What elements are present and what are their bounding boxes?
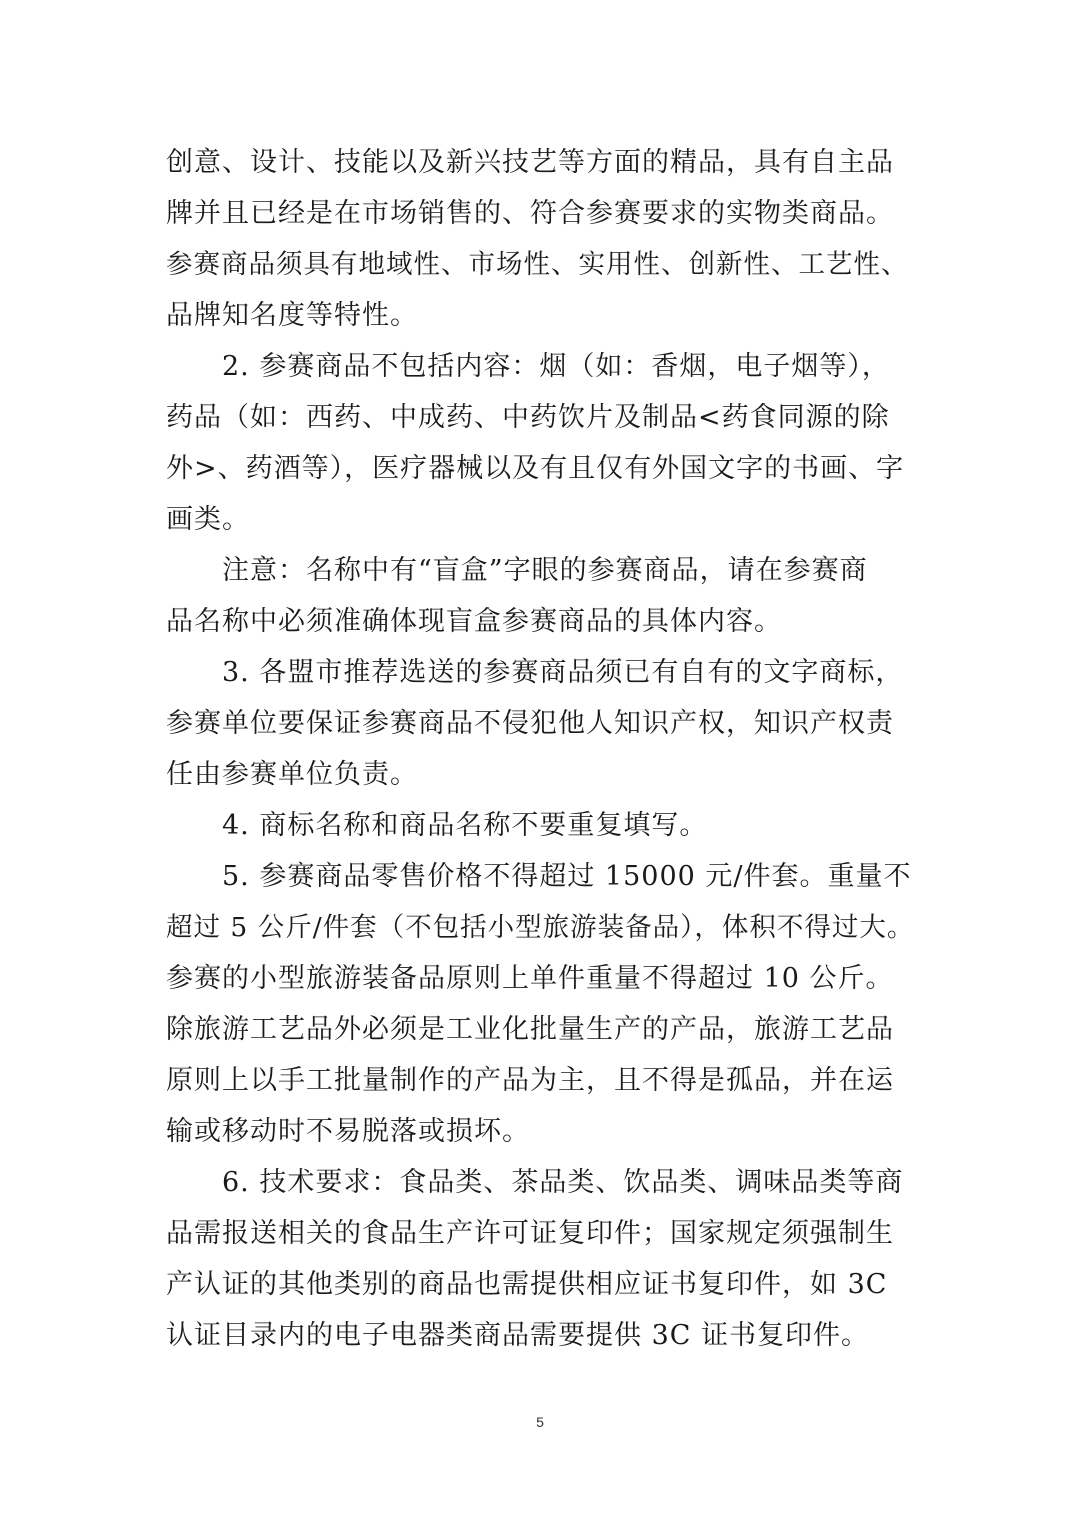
text-line: 任由参赛单位负责。 — [166, 759, 418, 790]
text-line: 除旅游工艺品外必须是工业化批量生产的产品，旅游工艺品 — [166, 1014, 894, 1045]
text-line: 外>、药酒等），医疗器械以及有且仅有外国文字的书画、字 — [166, 453, 905, 484]
text-line: 原则上以手工批量制作的产品为主，且不得是孤品，并在运 — [166, 1065, 894, 1096]
text-line: 认证目录内的电子电器类商品需要提供 3C 证书复印件。 — [166, 1320, 870, 1351]
text-line: 品名称中必须准确体现盲盒参赛商品的具体内容。 — [166, 606, 782, 637]
text-line: 创意、设计、技能以及新兴技艺等方面的精品，具有自主品 — [166, 147, 894, 178]
page-number: 5 — [536, 1414, 544, 1430]
text-line: 品需报送相关的食品生产许可证复印件；国家规定须强制生 — [166, 1218, 894, 1249]
text-line: 药品（如：西药、中成药、中药饮片及制品<药食同源的除 — [166, 402, 890, 433]
text-line: 6. 技术要求：食品类、茶品类、饮品类、调味品类等商 — [222, 1167, 904, 1198]
text-line: 画类。 — [166, 504, 250, 535]
text-line: 4. 商标名称和商品名称不要重复填写。 — [222, 810, 708, 841]
text-line: 参赛单位要保证参赛商品不侵犯他人知识产权，知识产权责 — [166, 708, 894, 739]
text-line: 3. 各盟市推荐选送的参赛商品须已有自有的文字商标， — [222, 657, 904, 688]
text-line: 5. 参赛商品零售价格不得超过 15000 元/件套。重量不 — [222, 861, 912, 892]
text-line: 产认证的其他类别的商品也需提供相应证书复印件，如 3C — [166, 1269, 888, 1300]
text-line: 超过 5 公斤/件套（不包括小型旅游装备品），体积不得过大。 — [166, 912, 915, 943]
text-line: 品牌知名度等特性。 — [166, 300, 418, 331]
text-line: 2. 参赛商品不包括内容：烟（如：香烟，电子烟等）， — [222, 351, 890, 382]
text-line: 注意：名称中有“盲盒”字眼的参赛商品，请在参赛商 — [222, 555, 868, 586]
text-line: 参赛商品须具有地域性、市场性、实用性、创新性、工艺性、 — [166, 249, 909, 280]
text-line: 牌并且已经是在市场销售的、符合参赛要求的实物类商品。 — [166, 198, 894, 229]
text-line: 输或移动时不易脱落或损坏。 — [166, 1116, 530, 1147]
text-line: 参赛的小型旅游装备品原则上单件重量不得超过 10 公斤。 — [166, 963, 894, 994]
